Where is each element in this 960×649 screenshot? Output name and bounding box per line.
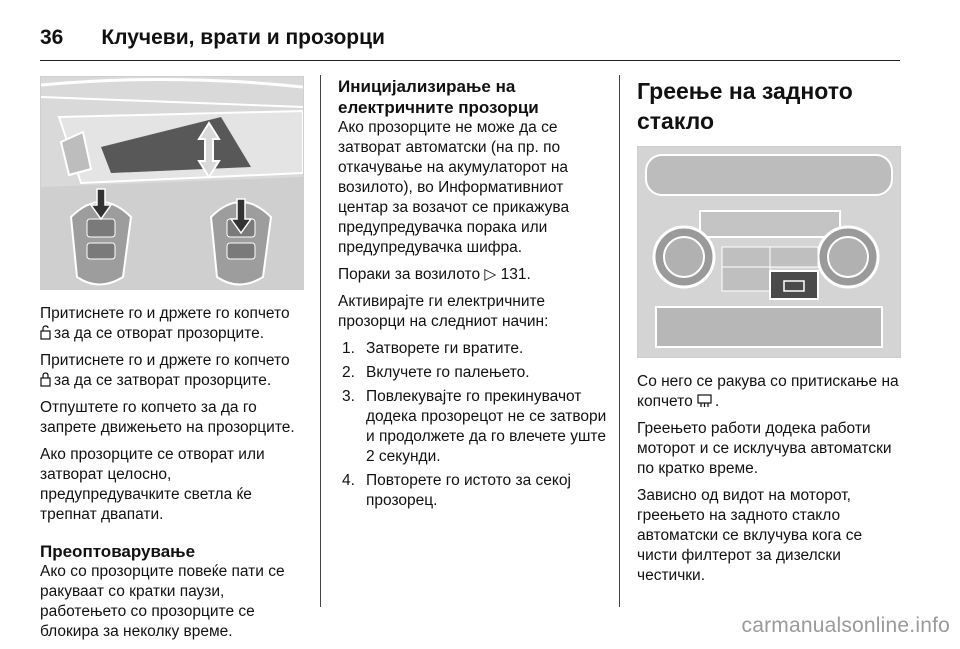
list-item: 1. Затворете ги вратите. bbox=[342, 340, 524, 357]
unlock-icon bbox=[40, 325, 51, 340]
list-item: 4. Повторете го истото за секој прозорец. bbox=[342, 472, 571, 509]
initialization-paragraph: Ако прозорците не може да се затворат автоматски (на пр. по откачување на акумулаторот на возилото), во Информативниот центар за возачот се прикажува предупредувачка порака или предупредувачка шифра. bbox=[338, 119, 570, 256]
operation-paragraph: Со него се ракува со притискање на копчето . bbox=[637, 373, 899, 410]
rear-window-heating-icon bbox=[697, 394, 712, 408]
activation-intro: Активирајте ги електричните прозорци на следниот начин: bbox=[338, 293, 549, 330]
header-rule bbox=[40, 60, 900, 61]
initialization-heading: Иницијализирање на електричните прозорци bbox=[338, 77, 539, 117]
climate-panel-illustration bbox=[637, 146, 901, 358]
lock-icon bbox=[40, 372, 51, 387]
hazard-flash-paragraph: Ако прозорците се отворат или затворат целосно, предупредувачките светла ќе трепнат двапати. bbox=[40, 446, 265, 523]
list-item: 3. Повлекувајте го прекинувачот додека прозорецот не се затвори и продолжете да го влечете уште 2 секунди. bbox=[342, 388, 607, 465]
rear-defrost-button-highlight bbox=[770, 271, 818, 299]
heating-duration-paragraph: Греењето работи додека работи моторот и се исклучува автоматски по кратко време. bbox=[637, 420, 892, 477]
left-column bbox=[40, 76, 305, 649]
steps-list bbox=[338, 339, 608, 511]
right-column bbox=[637, 76, 905, 593]
middle-column bbox=[338, 76, 608, 515]
diesel-filter-paragraph: Зависно од видот на моторот, греењето на задното стакло автоматски се вклучува кога се чисти филтерот за дизелски честички. bbox=[637, 487, 863, 584]
key-fob-right bbox=[211, 199, 271, 285]
vehicle-messages-ref: Пораки за возилото ▷ 131. bbox=[338, 266, 531, 283]
release-button-paragraph: Отпуштете го копчето за да го запрете движењето на прозорците. bbox=[40, 399, 295, 436]
keys-window-illustration bbox=[40, 76, 304, 290]
overload-heading: Преоптоварување bbox=[40, 542, 196, 561]
list-item: 2. Вклучете го палењето. bbox=[342, 364, 530, 381]
rear-window-heating-heading: Греење на задното стакло bbox=[637, 78, 853, 134]
column-divider-1 bbox=[320, 75, 321, 607]
watermark: carmanualsonline.info bbox=[741, 614, 950, 637]
page-reference-icon: ▷ bbox=[484, 266, 497, 283]
page-title: Клучеви, врати и прозорци bbox=[101, 26, 385, 49]
page-header bbox=[40, 18, 385, 58]
column-divider-2 bbox=[619, 75, 620, 607]
close-windows-paragraph: Притиснете го и држете го копчето за да се затворат прозорците. bbox=[40, 352, 290, 389]
page-number: 36 bbox=[40, 26, 64, 49]
overload-paragraph: Ако со прозорците повеќе пати се ракуваат со кратки паузи, работењето со прозорците се блокира за неколку време. bbox=[40, 563, 285, 640]
open-windows-paragraph: Притиснете го и држете го копчето за да се отворат прозорците. bbox=[40, 305, 290, 342]
